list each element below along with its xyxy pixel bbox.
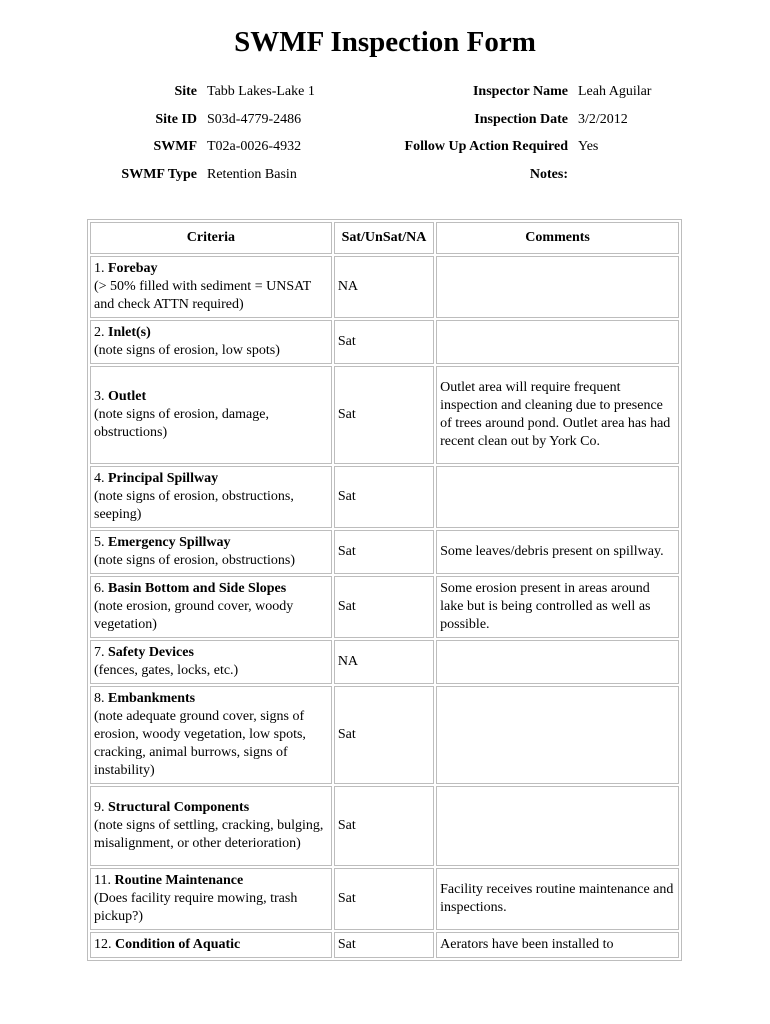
header-comments: Comments <box>436 222 679 254</box>
criteria-title: Forebay <box>108 261 158 276</box>
criteria-number: 7. <box>94 645 108 660</box>
table-row <box>90 576 679 638</box>
criteria-number: 9. <box>94 800 108 815</box>
criteria-cell <box>90 320 332 364</box>
comment-cell: Facility receives routine maintenance and inspections. <box>436 868 679 930</box>
header-criteria: Criteria <box>90 222 332 254</box>
criteria-description: (Does facility require mowing, trash pickup?) <box>94 891 298 924</box>
table-row <box>90 932 679 958</box>
table-row <box>90 466 679 528</box>
criteria-table-container <box>87 219 682 1009</box>
table-row <box>90 256 679 318</box>
inspection-date-value: 3/2/2012 <box>578 112 628 127</box>
table-row <box>90 320 679 364</box>
criteria-cell <box>90 530 332 574</box>
comment-cell <box>436 256 679 318</box>
table-row <box>90 786 679 866</box>
site-value: Tabb Lakes-Lake 1 <box>207 84 315 99</box>
status-cell: Sat <box>334 576 434 638</box>
criteria-title: Safety Devices <box>108 645 194 660</box>
site-label: Site <box>174 84 197 99</box>
meta-left <box>0 83 400 193</box>
inspector-name-value: Leah Aguilar <box>578 84 652 99</box>
table-row <box>90 640 679 684</box>
criteria-description: (note signs of settling, cracking, bulging, misalignment, or other deterioration) <box>94 818 324 851</box>
site-id-value: S03d-4779-2486 <box>207 112 302 127</box>
criteria-title: Embankments <box>108 691 196 706</box>
comment-cell: Outlet area will require frequent inspection and cleaning due to presence of trees around pond. Outlet area has had recent clean out by York Co. <box>436 366 679 464</box>
criteria-title: Inlet(s) <box>108 325 151 340</box>
criteria-description: (note signs of erosion, obstructions, seeping) <box>94 489 294 522</box>
criteria-number: 12. <box>94 937 115 952</box>
criteria-title: Basin Bottom and Side Slopes <box>108 581 287 596</box>
comment-cell <box>436 686 679 784</box>
inspector-name-label: Inspector Name <box>472 84 568 99</box>
criteria-number: 3. <box>94 389 108 404</box>
criteria-table <box>87 219 682 961</box>
criteria-number: 8. <box>94 691 108 706</box>
criteria-description: (note erosion, ground cover, woody vegetation) <box>94 599 294 632</box>
comment-cell <box>436 320 679 364</box>
comment-cell <box>436 786 679 866</box>
table-header-row <box>90 222 679 254</box>
comment-cell: Aerators have been installed to <box>436 932 679 958</box>
status-cell: Sat <box>334 466 434 528</box>
criteria-title: Principal Spillway <box>108 471 219 486</box>
criteria-cell <box>90 686 332 784</box>
criteria-number: 5. <box>94 535 108 550</box>
criteria-cell <box>90 366 332 464</box>
criteria-cell <box>90 640 332 684</box>
status-cell: NA <box>334 256 434 318</box>
criteria-cell <box>90 868 332 930</box>
criteria-title: Structural Components <box>108 800 250 815</box>
criteria-cell <box>90 256 332 318</box>
criteria-cell <box>90 576 332 638</box>
page-title: SWMF Inspection Form <box>234 26 536 58</box>
criteria-title: Emergency Spillway <box>108 535 231 550</box>
status-cell: Sat <box>334 366 434 464</box>
criteria-description: (note signs of erosion, obstructions) <box>94 553 296 568</box>
criteria-number: 4. <box>94 471 108 486</box>
swmf-value: T02a-0026-4932 <box>207 139 302 154</box>
header-status: Sat/UnSat/NA <box>334 222 434 254</box>
criteria-number: 1. <box>94 261 108 276</box>
criteria-number: 2. <box>94 325 108 340</box>
criteria-cell <box>90 786 332 866</box>
criteria-number: 6. <box>94 581 108 596</box>
follow-up-value: Yes <box>578 139 599 154</box>
table-row <box>90 366 679 464</box>
comment-cell: Some leaves/debris present on spillway. <box>436 530 679 574</box>
status-cell: Sat <box>334 686 434 784</box>
swmf-label: SWMF <box>153 139 197 154</box>
swmf-type-value: Retention Basin <box>207 167 297 182</box>
site-id-label: Site ID <box>155 112 197 127</box>
status-cell: Sat <box>334 530 434 574</box>
criteria-title: Condition of Aquatic <box>115 937 241 952</box>
criteria-title: Outlet <box>108 389 147 404</box>
table-row <box>90 686 679 784</box>
follow-up-label: Follow Up Action Required <box>404 139 568 154</box>
status-cell: Sat <box>334 320 434 364</box>
table-row <box>90 530 679 574</box>
swmf-type-label: SWMF Type <box>121 167 197 182</box>
criteria-number: 11. <box>94 873 115 888</box>
status-cell: Sat <box>334 868 434 930</box>
table-row <box>90 868 679 930</box>
inspection-date-label: Inspection Date <box>474 112 568 127</box>
criteria-cell <box>90 466 332 528</box>
criteria-title: Routine Maintenance <box>114 873 244 888</box>
criteria-description: (note signs of erosion, low spots) <box>94 343 280 358</box>
comment-cell: Some erosion present in areas around lake but is being controlled as well as possible. <box>436 576 679 638</box>
status-cell: Sat <box>334 932 434 958</box>
criteria-description: (note signs of erosion, damage, obstructions) <box>94 407 269 440</box>
criteria-description: (fences, gates, locks, etc.) <box>94 663 239 678</box>
comment-cell <box>436 466 679 528</box>
comment-cell <box>436 640 679 684</box>
criteria-description: (> 50% filled with sediment = UNSAT and check ATTN required) <box>94 279 311 312</box>
notes-label: Notes: <box>529 167 568 182</box>
status-cell: Sat <box>334 786 434 866</box>
criteria-cell <box>90 932 332 958</box>
meta-right <box>360 83 770 193</box>
status-cell: NA <box>334 640 434 684</box>
criteria-description: (note adequate ground cover, signs of erosion, woody vegetation, low spots, cracking, animal burrows, signs of instability) <box>94 709 306 778</box>
